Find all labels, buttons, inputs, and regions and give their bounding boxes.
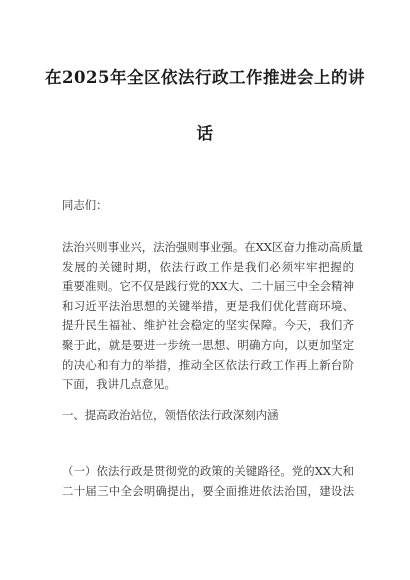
paragraph-line: 和习近平法治思想的关键举措，更是我们优化营商环境、 xyxy=(62,298,354,313)
salutation: 同志们： xyxy=(62,198,108,212)
document-title-line-1: 在2025年全区依法行政工作推进会上的讲 xyxy=(45,68,365,87)
paragraph-line: 下面，我讲几点意见。 xyxy=(62,377,176,392)
document-title-line-2: 话 xyxy=(196,124,214,143)
paragraph-line: 发展的关键时期，依法行政工作是我们必须牢牢把握的 xyxy=(62,259,354,274)
paragraph-line: 二十届三中全会明确提出，要全面推进依法治国，建设法 xyxy=(62,483,354,498)
paragraph-line: 提升民生福祉、维护社会稳定的坚实保障。今天，我们齐 xyxy=(62,318,354,333)
paragraph-line: 的决心和有力的举措，推动全区依法行政工作再上新台阶 xyxy=(62,357,354,372)
paragraph-line: 聚于此，就是要进一步统一思想、明确方向，以更加坚定 xyxy=(62,337,354,352)
paragraph-line: （一）依法行政是贯彻党的政策的关键路径。党的XX大和 xyxy=(62,464,354,478)
opening-paragraph xyxy=(62,238,363,395)
paragraph-line: 重要准则。它不仅是践行党的XX大、二十届三中全会精神 xyxy=(62,279,354,294)
paragraph-line: 法治兴则事业兴，法治强则事业强。在XX区奋力推动高质量 xyxy=(62,240,363,254)
section-heading: 一、提高政治站位，领悟依法行政深刻内涵 xyxy=(62,408,279,422)
section-paragraph xyxy=(62,462,354,501)
